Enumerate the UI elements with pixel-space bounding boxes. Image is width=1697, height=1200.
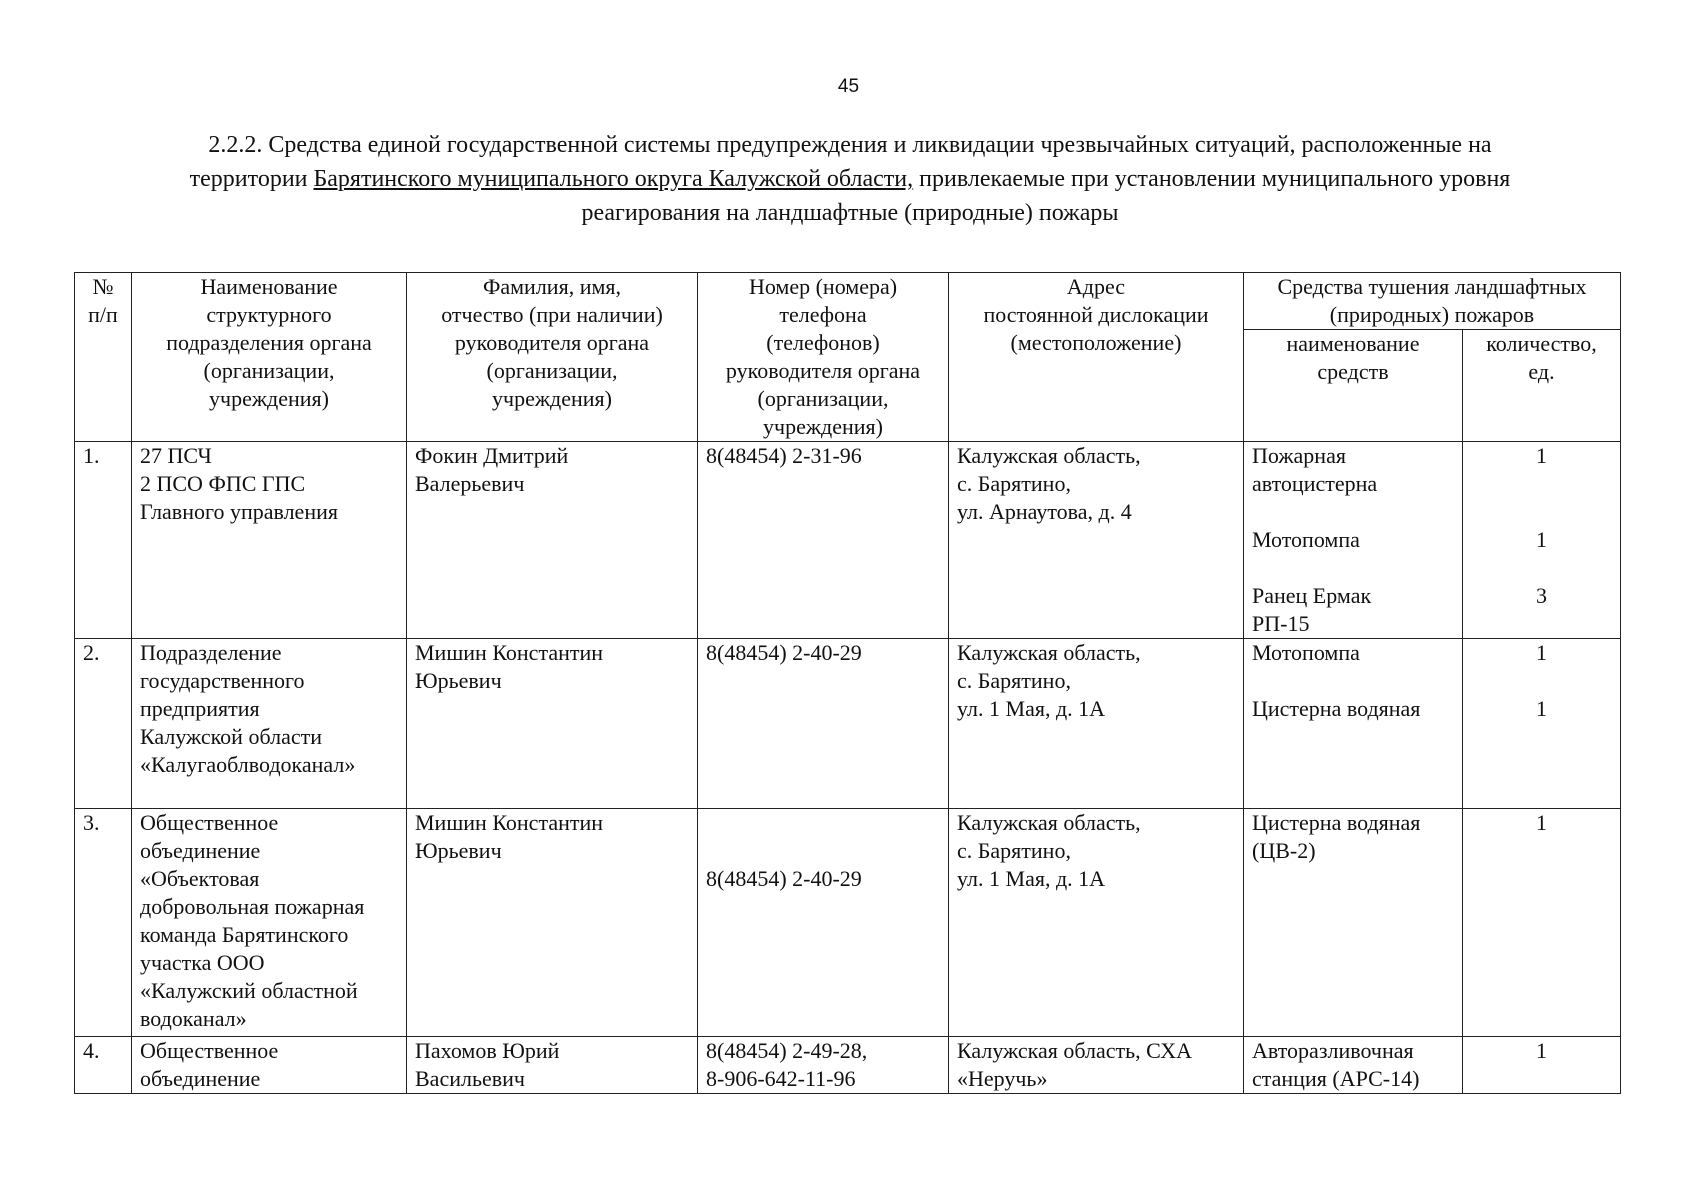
header-line: учреждения)	[763, 414, 883, 439]
text-line: Калужская область,	[957, 810, 1141, 835]
header-line: структурного	[206, 302, 332, 327]
phone-cell	[698, 639, 949, 809]
header-phone	[698, 273, 949, 442]
header-line: подразделения органа	[166, 330, 372, 355]
head-name-cell	[407, 809, 698, 1037]
header-unit-name	[132, 273, 407, 442]
means-name-cell	[1244, 442, 1463, 639]
spacer	[1252, 498, 1454, 526]
table-row	[75, 639, 1621, 809]
text-line: Калужская область,	[957, 443, 1141, 468]
text-line: 27 ПСЧ	[140, 443, 212, 468]
text-line: Мотопомпа	[1252, 527, 1360, 552]
text-line: Валерьевич	[415, 471, 525, 496]
text-line: Юрьевич	[415, 668, 502, 693]
text-line: ул. Арнаутова, д. 4	[957, 499, 1132, 524]
text-line: с. Барятино,	[957, 668, 1071, 693]
text-line: Главного управления	[140, 499, 338, 524]
header-line: Наименование	[200, 274, 338, 299]
unit-name-cell	[132, 639, 407, 809]
header-line: руководителя органа	[454, 330, 650, 355]
text-line: 8(48454) 2-49-28,	[706, 1038, 868, 1063]
header-line: руководителя органа	[725, 358, 921, 383]
means-name-cell	[1244, 1037, 1463, 1094]
text-line: Калужской области	[140, 724, 322, 749]
quantity-value: 1	[1536, 696, 1547, 721]
text-line: Фокин Дмитрий	[415, 443, 569, 468]
text-line: РП-15	[1252, 611, 1310, 636]
text-line: Васильевич	[415, 1066, 525, 1091]
row-number: 3.	[75, 809, 132, 1037]
phone-cell	[698, 1037, 949, 1094]
text-line: Общественное	[140, 1038, 279, 1063]
header-line: (природных) пожаров	[1329, 302, 1535, 327]
table-row	[75, 809, 1621, 1037]
text-line: Мишин Константин	[415, 810, 604, 835]
quantity-value: 1	[1536, 443, 1547, 468]
address-cell	[949, 442, 1244, 639]
text-line: Калужская область, СХА	[957, 1038, 1193, 1063]
head-name-cell	[407, 1037, 698, 1094]
quantity-value: 1	[1536, 810, 1547, 835]
text-line: «Объектовая	[140, 866, 260, 891]
row-number: 4.	[75, 1037, 132, 1094]
header-line: количество,	[1486, 331, 1597, 356]
text-line: «Калужский областной	[140, 978, 358, 1003]
header-line: Номер (номера)	[748, 274, 898, 299]
header-line: (местоположение)	[1010, 330, 1182, 355]
header-line: (телефонов)	[766, 330, 880, 355]
text-line: предприятия	[140, 696, 260, 721]
text-line: ул. 1 Мая, д. 1А	[957, 866, 1106, 891]
header-line: Фамилия, имя,	[482, 274, 622, 299]
text-line: государственного	[140, 668, 305, 693]
means-quantity-cell	[1463, 1037, 1621, 1094]
header-address	[949, 273, 1244, 442]
text-line: Авторазливочная	[1252, 1038, 1414, 1063]
text-line: с. Барятино,	[957, 838, 1071, 863]
quantity-value: 1	[1536, 1038, 1547, 1063]
header-head-name	[407, 273, 698, 442]
text-line: станция (АРС-14)	[1252, 1066, 1420, 1091]
text-line: 8(48454) 2-40-29	[706, 866, 862, 891]
header-line: Адрес	[1066, 274, 1126, 299]
section-heading	[110, 128, 1590, 230]
text-line: водоканал»	[140, 1006, 247, 1031]
unit-name-cell	[132, 809, 407, 1037]
text-line: команда Барятинского	[140, 922, 349, 947]
header-line: постоянной дислокации	[983, 302, 1209, 327]
text-line: 8-906-642-11-96	[706, 1066, 856, 1091]
spacer	[1471, 554, 1612, 582]
means-quantity-cell	[1463, 809, 1621, 1037]
address-cell	[949, 809, 1244, 1037]
text-line: Калужская область,	[957, 640, 1141, 665]
header-line: телефона	[779, 302, 867, 327]
text-line: объединение	[140, 838, 261, 863]
spacer	[1471, 498, 1612, 526]
text-line: Юрьевич	[415, 838, 502, 863]
text-line: добровольная пожарная	[140, 894, 365, 919]
text-line: Мишин Константин	[415, 640, 604, 665]
header-line: №	[92, 274, 114, 299]
address-cell	[949, 639, 1244, 809]
row-number: 2.	[75, 639, 132, 809]
heading-line-2-start: территории	[189, 166, 314, 192]
text-line: Пахомов Юрий	[415, 1038, 560, 1063]
quantity-value: 1	[1536, 527, 1547, 552]
header-line: наименование	[1286, 331, 1420, 356]
header-line: (организации,	[203, 358, 335, 383]
address-cell	[949, 1037, 1244, 1094]
phone-cell	[698, 442, 949, 639]
header-means-quantity	[1463, 330, 1621, 442]
heading-line-2-end: привлекаемые при установлении муниципального уровня	[913, 166, 1511, 192]
head-name-cell	[407, 639, 698, 809]
header-line: средств	[1317, 359, 1389, 384]
text-line: участка ООО	[140, 950, 265, 975]
spacer	[1252, 554, 1454, 582]
forces-table	[74, 272, 1621, 1094]
text-line: «Неручь»	[957, 1066, 1048, 1091]
header-line: (организации,	[486, 358, 618, 383]
page-number: 45	[837, 76, 860, 97]
phone-cell	[698, 809, 949, 1037]
row-number: 1.	[75, 442, 132, 639]
spacer	[1471, 667, 1612, 695]
text-line: Цистерна водяная	[1252, 696, 1421, 721]
text-line: Цистерна водяная	[1252, 810, 1421, 835]
header-line: (организации,	[757, 386, 889, 411]
header-number	[75, 273, 132, 442]
text-line: Мотопомпа	[1252, 640, 1360, 665]
header-means-name	[1244, 330, 1463, 442]
text-line: «Калугаоблводоканал»	[140, 752, 356, 777]
means-name-cell	[1244, 639, 1463, 809]
text-line: ул. 1 Мая, д. 1А	[957, 696, 1106, 721]
heading-line-3: реагирования на ландшафтные (природные) пожары	[581, 200, 1119, 226]
spacer	[1471, 470, 1612, 498]
head-name-cell	[407, 442, 698, 639]
text-line: 2 ПСО ФПС ГПС	[140, 471, 306, 496]
header-line: Средства тушения ландшафтных	[1277, 274, 1587, 299]
text-line: объединение	[140, 1066, 261, 1091]
header-line: п/п	[88, 302, 118, 327]
text-line: автоцистерна	[1252, 471, 1378, 496]
means-quantity-cell	[1463, 442, 1621, 639]
unit-name-cell	[132, 1037, 407, 1094]
heading-line-1: 2.2.2. Средства единой государственной системы предупреждения и ликвидации чрезвычайных ситуаций, расположенные на	[208, 132, 1492, 158]
text-line: Пожарная	[1252, 443, 1346, 468]
text-line: с. Барятино,	[957, 471, 1071, 496]
text-line: Общественное	[140, 810, 279, 835]
header-means-group	[1244, 273, 1621, 330]
text-line: Подразделение	[140, 640, 282, 665]
text-line: 8(48454) 2-40-29	[706, 640, 862, 665]
header-line: отчество (при наличии)	[441, 302, 663, 327]
unit-name-cell	[132, 442, 407, 639]
quantity-value: 3	[1536, 583, 1547, 608]
spacer	[1252, 667, 1454, 695]
text-line: Ранец Ермак	[1252, 583, 1372, 608]
text-line: 8(48454) 2-31-96	[706, 443, 862, 468]
table-row	[75, 1037, 1621, 1094]
means-quantity-cell	[1463, 639, 1621, 809]
table-row	[75, 442, 1621, 639]
means-name-cell	[1244, 809, 1463, 1037]
header-line: учреждения)	[209, 386, 329, 411]
heading-district-underlined: Барятинского муниципального округа Калужской области,	[313, 166, 914, 192]
quantity-value: 1	[1536, 640, 1547, 665]
header-line: ед.	[1528, 359, 1555, 384]
heading-line-2	[110, 162, 1590, 196]
text-line: (ЦВ-2)	[1252, 838, 1316, 863]
header-line: учреждения)	[492, 386, 612, 411]
